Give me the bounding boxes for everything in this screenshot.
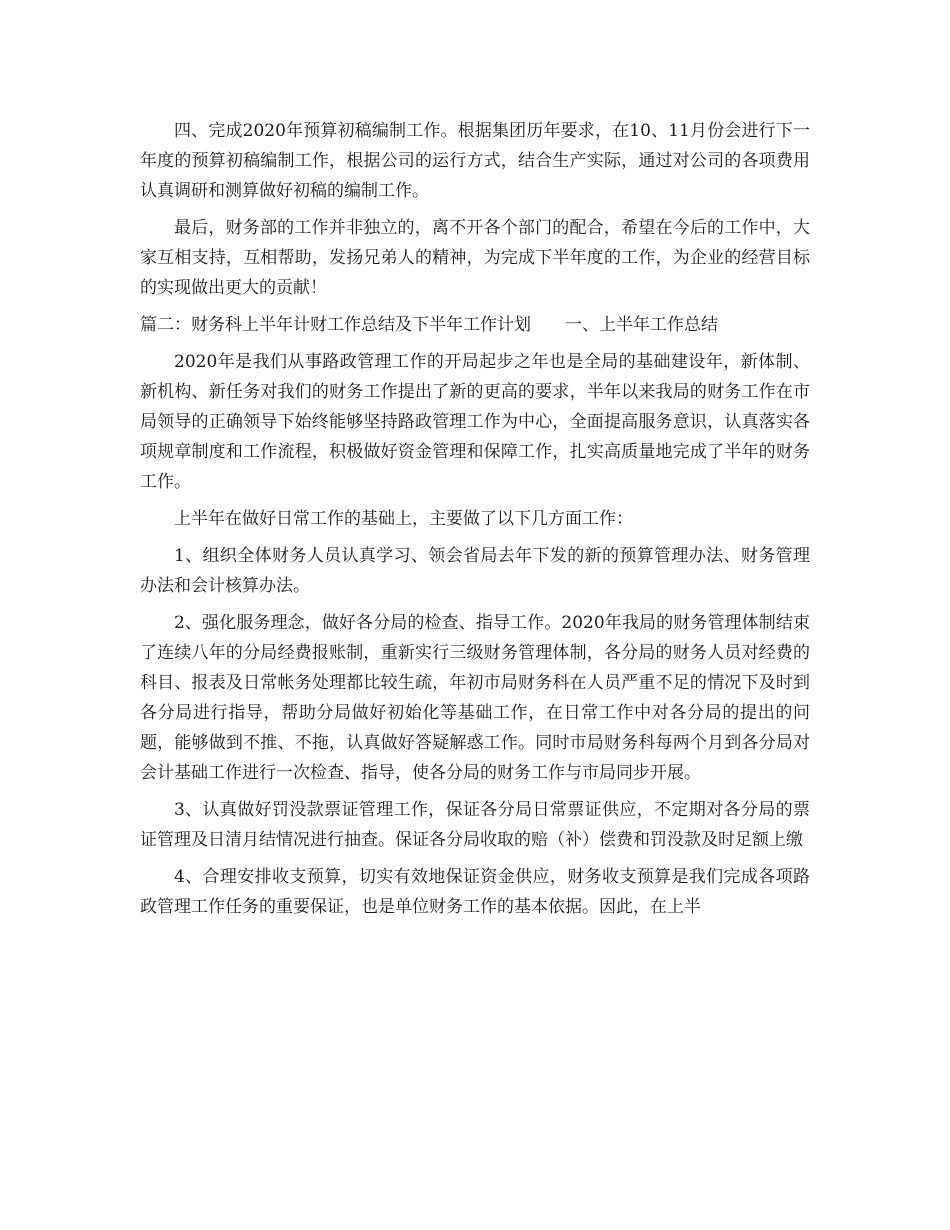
- paragraph-item-1: 1、组织全体财务人员认真学习、领会省局去年下发的新的预算管理办法、财务管理办法和会计核算办法。: [140, 546, 810, 596]
- paragraph-summary-lead: 上半年在做好日常工作的基础上，主要做了以下几方面工作：: [174, 509, 633, 529]
- section-heading: 篇二：财务科上半年计财工作总结及下半年工作计划 一、上半年工作总结: [140, 315, 718, 335]
- paragraph-intro: 2020年是我们从事路政管理工作的开局起步之年也是全局的基础建设年，新体制、新机构、新任务对我们的财务工作提出了新的更高的要求，半年以来我局的财务工作在市局领导的正确领导下始终能够坚持路政管理工作为中心，全面提高服务意识，认真落实各项规章制度和工作流程，积极做好资金管理和保障工作，扎实高质量地完成了半年的财务工作。: [140, 352, 810, 492]
- document-body: [140, 116, 810, 929]
- paragraph-budget-draft: 四、完成2020年预算初稿编制工作。根据集团历年要求，在10、11月份会进行下一年度的预算初稿编制工作，根据公司的运行方式，结合生产实际，通过对公司的各项费用认真调研和测算做好初稿的编制工作。: [140, 121, 810, 201]
- paragraph-closing: 最后，财务部的工作并非独立的，离不开各个部门的配合，希望在今后的工作中，大家互相支持，互相帮助，发扬兄弟人的精神，为完成下半年度的工作，为企业的经营目标的实现做出更大的贡献！: [140, 218, 810, 298]
- paragraph-item-3: 3、认真做好罚没款票证管理工作，保证各分局日常票证供应，不定期对各分局的票证管理及日清月结情况进行抽查。保证各分局收取的赔（补）偿费和罚没款及时足额上缴: [140, 800, 810, 850]
- paragraph-item-2: 2、强化服务理念，做好各分局的检查、指导工作。2020年我局的财务管理体制结束了连续八年的分局经费报账制，重新实行三级财务管理体制，各分局的财务人员对经费的科目、报表及日常帐务处理都比较生疏，年初市局财务科在人员严重不足的情况下及时到各分局进行指导，帮助分局做好初始化等基础工作，在日常工作中对各分局的提出的问题，能够做到不推、不拖，认真做好答疑解惑工作。同时市局财务科每两个月到各分局对会计基础工作进行一次检查、指导，使各分局的财务工作与市局同步开展。: [140, 613, 810, 783]
- paragraph-item-4: 4、合理安排收支预算，切实有效地保证资金供应，财务收支预算是我们完成各项路政管理工作任务的重要保证，也是单位财务工作的基本依据。因此，在上半: [140, 867, 810, 917]
